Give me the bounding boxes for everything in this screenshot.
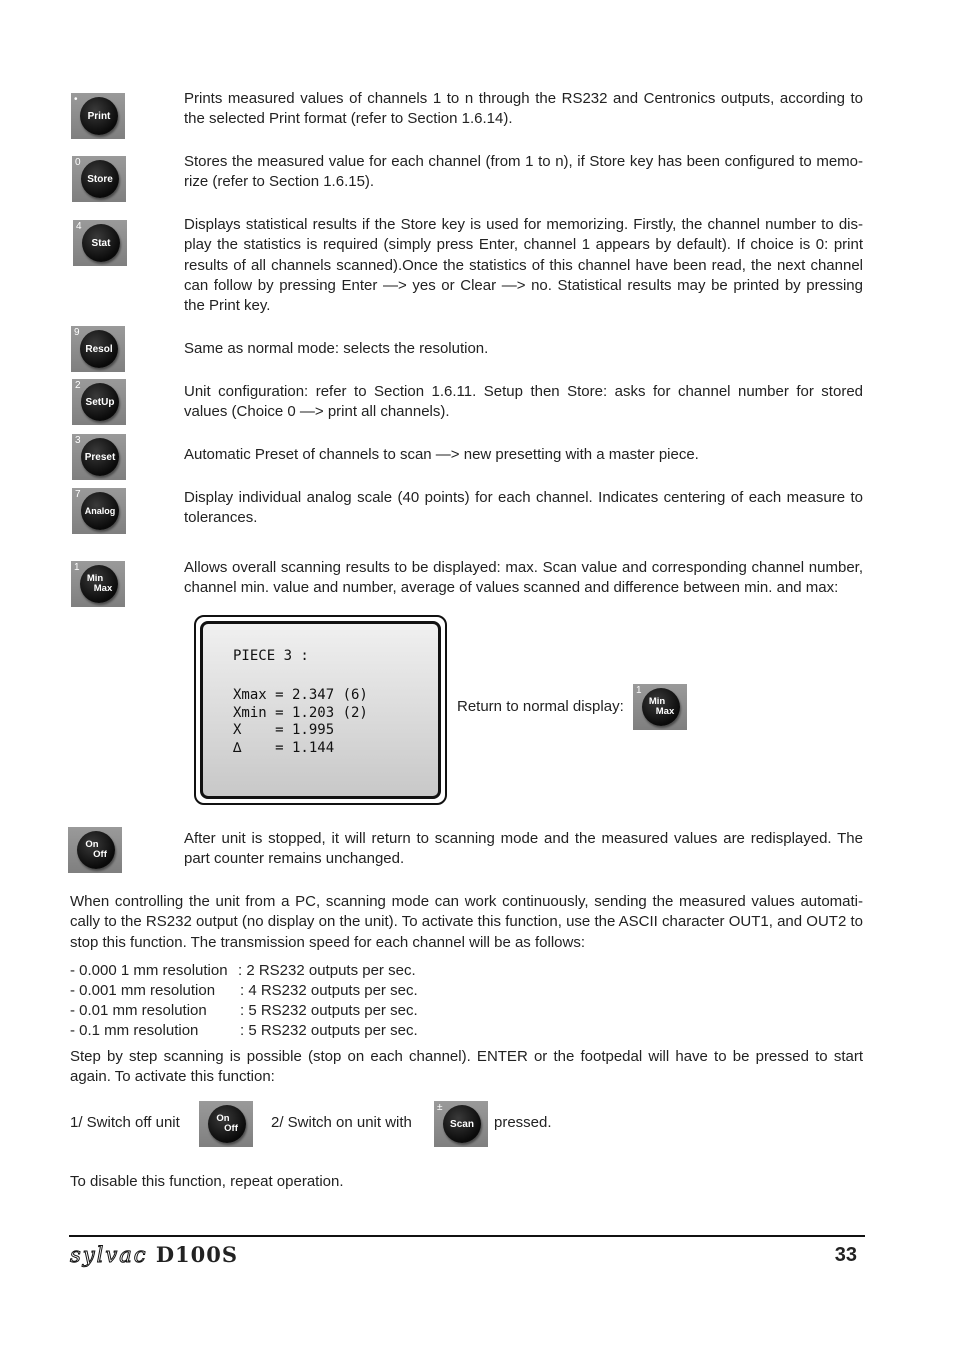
print-description: Prints measured values of channels 1 to n through the RS232 and Centronics outputs, according to the selected Print format (refer to Section 1.6.14). bbox=[184, 90, 863, 128]
key-cap: Stat bbox=[82, 224, 120, 262]
key-cap bbox=[80, 565, 118, 603]
lcd-line-average: X = 1.995 bbox=[233, 722, 335, 738]
key-cap bbox=[642, 688, 680, 726]
analog-key-icon bbox=[72, 488, 126, 534]
key-corner-number: 1 bbox=[74, 562, 80, 573]
key-corner-number: 0 bbox=[75, 157, 81, 168]
key-cap-line2: Max bbox=[655, 706, 675, 717]
key-cap: Preset bbox=[81, 438, 119, 476]
step-paragraph: Step by step scanning is possible (stop on each channel). ENTER or the footpedal will have to be pressed to start again. To activate this function: bbox=[70, 1048, 863, 1086]
resolution-row bbox=[70, 961, 416, 981]
stat-description: Displays statistical results if the Store key is used for memorizing. Firstly, the channel number to dis-play the statistics is required (simply press Enter, channel 1 appears by default). If choice is 0: print results of all channels scanned).Once the statistics of this channel have been read, the next channel can follow by pressing Enter —> yes or Clear —> no. Statistical results may be printed by pressing the Print key. bbox=[184, 216, 863, 315]
onoff-description: After unit is stopped, it will return to scanning mode and the measured values are redisplayed. The part counter remains unchanged. bbox=[184, 830, 863, 868]
key-cap: Scan bbox=[443, 1105, 481, 1143]
store-description: Stores the measured value for each channel (from 1 to n), if Store key has been configured to memo-rize (refer to Section 1.6.15). bbox=[184, 153, 863, 191]
key-cap-line2: Off bbox=[224, 1123, 238, 1134]
key-cap bbox=[208, 1105, 246, 1143]
preset-key-icon bbox=[72, 434, 126, 480]
key-cap: Resol bbox=[80, 330, 118, 368]
brand-model: D100S bbox=[155, 1242, 239, 1267]
minmax-key-icon bbox=[633, 684, 687, 730]
lcd-screen bbox=[200, 621, 441, 799]
onoff-key-icon bbox=[68, 827, 122, 873]
resolution-value: - 0.000 1 mm resolution bbox=[70, 962, 228, 979]
scan-key-icon bbox=[434, 1101, 488, 1147]
onoff-key-icon bbox=[199, 1101, 253, 1147]
print-key-icon bbox=[71, 93, 125, 139]
key-corner-number: 4 bbox=[76, 221, 82, 232]
lcd-display bbox=[194, 615, 447, 805]
step-1-text: 1/ Switch off unit bbox=[70, 1114, 180, 1131]
key-cap-line1: Min bbox=[86, 573, 104, 584]
step-2-text: 2/ Switch on unit with bbox=[271, 1114, 412, 1131]
key-corner-number: 1 bbox=[636, 685, 642, 696]
disable-note: To disable this function, repeat operation. bbox=[70, 1173, 344, 1190]
lcd-line-delta: ∆ = 1.144 bbox=[233, 739, 335, 756]
key-cap: SetUp bbox=[81, 383, 119, 421]
key-corner-number: 3 bbox=[75, 435, 81, 446]
page-number: 33 bbox=[834, 1244, 857, 1266]
minmax-description: Allows overall scanning results to be displayed: max. Scan value and corresponding channel number, channel min. value and number, average of values scanned and difference between min. and max: bbox=[184, 559, 863, 597]
key-corner-symbol: ± bbox=[437, 1102, 443, 1113]
resol-description: Same as normal mode: selects the resolution. bbox=[184, 340, 489, 357]
resolution-value: - 0.1 mm resolution bbox=[70, 1022, 199, 1039]
resol-key-icon bbox=[71, 326, 125, 372]
return-label: Return to normal display: bbox=[457, 698, 624, 715]
brand-logo bbox=[70, 1242, 238, 1267]
lcd-line-xmin: Xmin = 1.203 (2) bbox=[233, 704, 368, 721]
store-key-icon bbox=[72, 156, 126, 202]
resolution-value: - 0.001 mm resolution bbox=[70, 982, 216, 999]
step-3-text: pressed. bbox=[494, 1114, 552, 1131]
resolution-row bbox=[70, 1021, 418, 1041]
pc-control-paragraph: When controlling the unit from a PC, scanning mode can work continuously, sending the measured values automati-cally to the RS232 output (no display on the unit). To activate this function, use the ASCII character OUT1, and OUT2 to stop this function. The transmission speed for each channel will be as follows: bbox=[70, 893, 863, 951]
setup-description: Unit configuration: refer to Section 1.6.11. Setup then Store: asks for channel number for stored values (Choice 0 —> print all channels). bbox=[184, 383, 863, 421]
minmax-key-icon bbox=[71, 561, 125, 607]
output-rate: : 5 RS232 outputs per sec. bbox=[240, 1002, 418, 1019]
resolution-row bbox=[70, 981, 418, 1001]
lcd-line-piece: PIECE 3 : bbox=[233, 648, 309, 664]
key-cap bbox=[77, 831, 115, 869]
key-cap: Print bbox=[80, 97, 118, 135]
analog-description: Display individual analog scale (40 points) for each channel. Indicates centering of each measure to tolerances. bbox=[184, 489, 863, 527]
resolution-value: - 0.01 mm resolution bbox=[70, 1002, 207, 1019]
key-corner-number: 2 bbox=[75, 380, 81, 391]
resolution-row bbox=[70, 1001, 418, 1021]
key-corner-number: 9 bbox=[74, 327, 80, 338]
stat-key-icon bbox=[73, 220, 127, 266]
footer-rule bbox=[69, 1235, 865, 1237]
key-cap-line2: Max bbox=[93, 583, 113, 594]
output-rate: : 2 RS232 outputs per sec. bbox=[238, 962, 416, 979]
key-cap-line1: On bbox=[85, 839, 99, 850]
output-rate: : 5 RS232 outputs per sec. bbox=[240, 1022, 418, 1039]
key-cap-line2: Off bbox=[93, 849, 107, 860]
key-cap: Analog bbox=[81, 492, 119, 530]
brand-name: sylvac bbox=[70, 1243, 148, 1267]
key-corner-symbol: • bbox=[74, 94, 78, 105]
preset-description: Automatic Preset of channels to scan —> new presetting with a master piece. bbox=[184, 446, 699, 463]
key-cap-line1: On bbox=[216, 1113, 230, 1124]
lcd-line-xmax: Xmax = 2.347 (6) bbox=[233, 687, 368, 703]
setup-key-icon bbox=[72, 379, 126, 425]
key-cap: Store bbox=[81, 160, 119, 198]
key-corner-number: 7 bbox=[75, 489, 81, 500]
key-cap-line1: Min bbox=[648, 696, 666, 707]
output-rate: : 4 RS232 outputs per sec. bbox=[240, 982, 418, 999]
